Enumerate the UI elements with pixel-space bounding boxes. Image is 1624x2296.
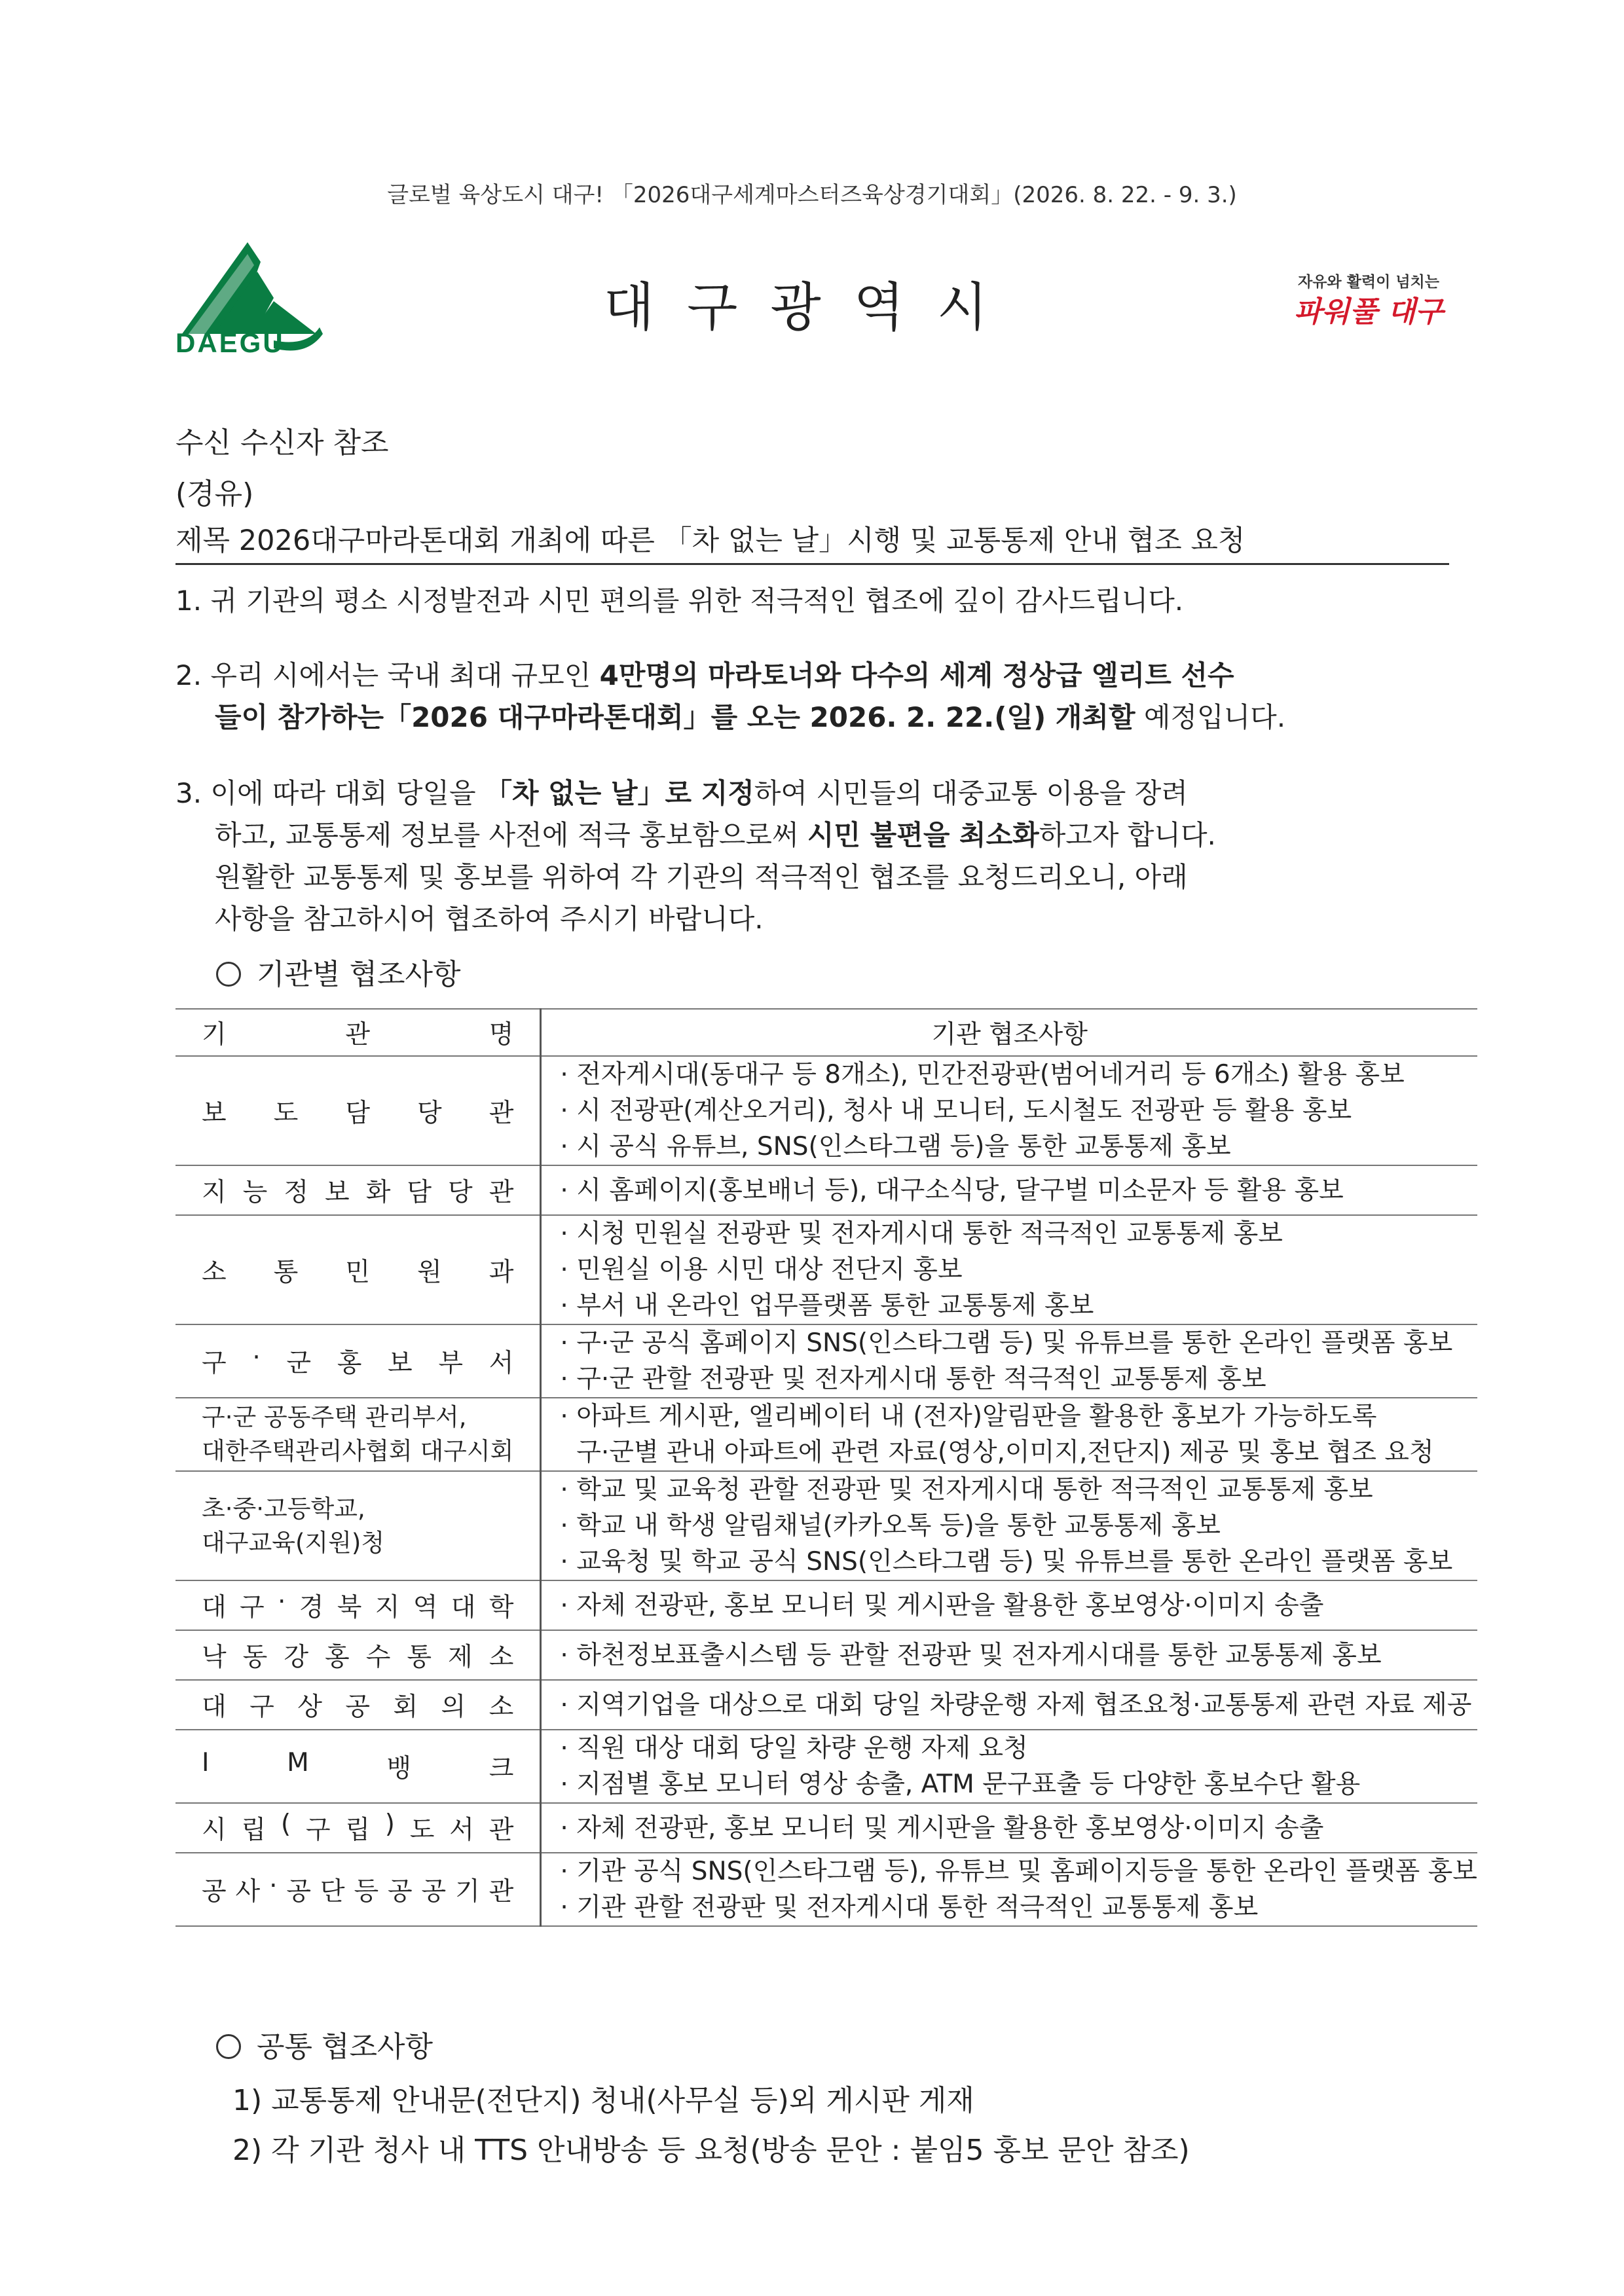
char: 대 <box>202 1593 227 1622</box>
char: 립 <box>241 1815 267 1845</box>
p2-text-e: 예정입니다. <box>1135 701 1286 733</box>
org-cell <box>175 1630 541 1680</box>
coop-item: · 학교 및 교육청 관할 전광판 및 전자게시대 통한 적극적인 교통통제 홍보 <box>560 1475 1373 1504</box>
org-cell <box>175 1803 541 1853</box>
p3-text-a: 3. 이에 따라 대회 당일을 <box>175 777 485 809</box>
org-cell <box>175 1398 541 1471</box>
table-row <box>175 1324 1477 1398</box>
char: 단 <box>320 1877 345 1906</box>
char: 소 <box>202 1257 227 1287</box>
char: 지 <box>375 1593 400 1622</box>
org-cell <box>175 1215 541 1324</box>
char: 민 <box>345 1257 371 1287</box>
coop-cell <box>541 1853 1477 1926</box>
org-name <box>202 1686 513 1723</box>
org-name <box>202 1810 513 1846</box>
table-row <box>175 1730 1477 1803</box>
org-name-line-1: 초·중·고등학교, <box>202 1494 365 1523</box>
p3-text-c: 하여 시민들의 대중교통 이용을 장려 <box>754 777 1188 809</box>
char: 과 <box>489 1257 514 1287</box>
table-row <box>175 1630 1477 1680</box>
char: 담 <box>345 1098 371 1128</box>
char: 서 <box>449 1815 474 1845</box>
p3-bold-b: 「차 없는 날」로 지정 <box>484 777 754 809</box>
char: ) <box>384 1810 396 1839</box>
p2-bold-d: 「2026 대구마라톤대회」를 오는 2026. 2. 22.(일) 개최할 <box>384 701 1135 733</box>
char: 도 <box>273 1098 299 1128</box>
p2-text-a: 2. 우리 시에서는 국내 최대 규모인 <box>175 659 600 691</box>
org-name <box>202 1637 513 1673</box>
char: 구 <box>202 1349 227 1378</box>
char: 통 <box>407 1643 432 1672</box>
char: 통 <box>273 1257 299 1287</box>
table-row <box>175 1215 1477 1324</box>
p3-text-d: 하고, 교통통제 정보를 사전에 적극 홍보함으로써 <box>215 819 807 851</box>
coop-cell <box>541 1680 1477 1730</box>
coop-cell <box>541 1630 1477 1680</box>
coop-item: · 구·군 관할 전광판 및 전자게시대 통한 적극적인 교통통제 홍보 <box>560 1364 1266 1394</box>
paragraph-3-line-3: 원활한 교통통제 및 홍보를 위하여 각 기관의 적극적인 협조를 요청드리오니, 아래 <box>215 861 1188 893</box>
coop-cell <box>541 1471 1477 1580</box>
coop-item: · 아파트 게시판, 엘리베이터 내 (전자)알림판을 활용한 홍보가 가능하도록 <box>560 1402 1377 1431</box>
char: · <box>269 1871 278 1901</box>
char: ( <box>280 1810 291 1839</box>
circle-bullet-icon <box>216 2034 241 2059</box>
coop-item: · 지역기업을 대상으로 대회 당일 차량운행 자제 협조요청·교통통제 관련 자료 제공 <box>560 1690 1472 1720</box>
paragraph-3-line-4: 사항을 참고하시어 협조하여 주시기 바랍니다. <box>215 903 764 935</box>
char: 담 <box>407 1178 432 1207</box>
char: 경 <box>299 1593 324 1622</box>
char: 관 <box>345 1020 371 1049</box>
coop-cell <box>541 1398 1477 1471</box>
char: 서 <box>489 1349 514 1378</box>
subject-line: 제목 2026대구마라톤대회 개최에 따른 「차 없는 날」시행 및 교통통제 안내 협조 요청 <box>175 524 1246 557</box>
org-cell <box>175 1165 541 1215</box>
p2-bold-b: 4만명의 마라토너와 다수의 세계 정상급 엘리트 선수 <box>599 659 1234 691</box>
table-header-org <box>175 1009 541 1056</box>
char: 관 <box>489 1815 514 1845</box>
logo-text: DAEGU <box>175 327 285 358</box>
char: 능 <box>242 1178 268 1207</box>
coop-item: · 자체 전광판, 홍보 모니터 및 게시판을 활용한 홍보영상·이미지 송출 <box>560 1590 1324 1620</box>
char: 보 <box>388 1349 413 1378</box>
table-header-row <box>175 1009 1477 1056</box>
char: 공 <box>286 1877 312 1906</box>
char: 사 <box>235 1877 261 1906</box>
paragraph-2-line-2 <box>215 697 1285 738</box>
char: 소 <box>489 1643 514 1672</box>
section-2-title <box>216 2023 433 2065</box>
org-cell <box>175 1680 541 1730</box>
char: 강 <box>284 1643 309 1672</box>
char: 소 <box>489 1692 514 1722</box>
char: 보 <box>202 1098 227 1128</box>
coop-item: · 시 홈페이지(홍보배너 등), 대구소식당, 달구벌 미소문자 등 활용 홍보 <box>560 1175 1344 1205</box>
table-row <box>175 1580 1477 1630</box>
org-name <box>202 1252 513 1288</box>
header-org-spread <box>202 1014 513 1051</box>
paragraph-1: 1. 귀 기관의 평소 시정발전과 시민 편의를 위한 적극적인 협조에 깊이 감사드립니다. <box>175 585 1184 617</box>
char: 구 <box>249 1692 274 1722</box>
p3-bold-e: 시민 불편을 최소화 <box>807 819 1039 851</box>
char: 공 <box>388 1877 413 1906</box>
char: 구 <box>305 1815 331 1845</box>
char: 관 <box>489 1877 514 1906</box>
table-row <box>175 1680 1477 1730</box>
char: 대 <box>202 1692 227 1722</box>
org-title: 대구광역시 <box>603 277 1021 338</box>
table-body <box>175 1056 1477 1926</box>
char: 학 <box>489 1593 514 1622</box>
char: 관 <box>489 1098 514 1128</box>
recipient-line: 수신 수신자 참조 <box>175 426 389 460</box>
char: 역 <box>413 1593 438 1622</box>
char: 상 <box>297 1692 322 1722</box>
org-name-line-2: 대구교육(지원)청 <box>202 1528 385 1557</box>
common-item-1: 1) 교통통제 안내문(전단지) 청내(사무실 등)외 게시판 게재 <box>232 2084 974 2117</box>
p3-text-f: 하고자 합니다. <box>1039 819 1216 851</box>
char: 도 <box>409 1815 435 1845</box>
coop-item: · 전자게시대(동대구 등 8개소), 민간전광판(범어네거리 등 6개소) 활용 홍보 <box>560 1060 1405 1089</box>
table-row <box>175 1471 1477 1580</box>
coop-item: · 시청 민원실 전광판 및 전자게시대 통한 적극적인 교통통제 홍보 <box>560 1219 1283 1248</box>
common-item-2: 2) 각 기관 청사 내 TTS 안내방송 등 요청(방송 문안 : 붙임5 홍보 문안 참조) <box>232 2134 1190 2167</box>
org-name-line-1: 구·군 공동주택 관리부서, <box>202 1403 467 1431</box>
right-slogan-big: 파워풀 대구 <box>1294 295 1443 329</box>
circle-bullet-icon <box>216 962 241 987</box>
char: 의 <box>441 1692 466 1722</box>
org-name <box>202 1172 513 1209</box>
char: I <box>202 1748 210 1777</box>
subject-rule <box>175 563 1449 565</box>
char: 관 <box>489 1178 514 1207</box>
coop-item: · 부서 내 온라인 업무플랫폼 통한 교통통제 홍보 <box>560 1291 1094 1321</box>
coop-cell <box>541 1056 1477 1165</box>
paragraph-2-line-1 <box>175 655 1234 697</box>
coop-cell <box>541 1730 1477 1803</box>
section-2-title-text: 공통 협조사항 <box>257 2030 434 2064</box>
char: 원 <box>417 1257 442 1287</box>
org-cell <box>175 1580 541 1630</box>
char: 부 <box>438 1349 464 1378</box>
char: 공 <box>202 1877 227 1906</box>
table-row <box>175 1398 1477 1471</box>
org-name <box>202 1343 513 1379</box>
char: 동 <box>242 1643 268 1672</box>
cooperation-table <box>175 1008 1477 1927</box>
coop-cell <box>541 1215 1477 1324</box>
coop-item: · 하천정보표출시스템 등 관할 전광판 및 전자게시대를 통한 교통통제 홍보 <box>560 1640 1382 1670</box>
coop-cell <box>541 1580 1477 1630</box>
section-1-title-text: 기관별 협조사항 <box>257 958 461 991</box>
char: 정 <box>284 1178 309 1207</box>
char: 수 <box>365 1643 391 1672</box>
coop-item: · 직원 대상 대회 당일 차량 운행 자제 요청 <box>560 1734 1028 1763</box>
table-header-coop: 기관 협조사항 <box>541 1009 1477 1056</box>
coop-cell <box>541 1324 1477 1398</box>
coop-item: · 시 공식 유튜브, SNS(인스타그램 등)을 통한 교통통제 홍보 <box>560 1132 1231 1161</box>
char: 등 <box>354 1877 379 1906</box>
org-name <box>202 1587 513 1624</box>
table-row <box>175 1165 1477 1215</box>
char: M <box>287 1748 309 1777</box>
org-cell <box>175 1324 541 1398</box>
char: 군 <box>286 1349 312 1378</box>
org-name-line-2: 대한주택관리사협회 대구시회 <box>202 1437 514 1465</box>
char: 공 <box>421 1877 447 1906</box>
char: 시 <box>202 1815 227 1845</box>
char: 기 <box>455 1877 480 1906</box>
org-cell <box>175 1056 541 1165</box>
coop-cell <box>541 1165 1477 1215</box>
table-row <box>175 1853 1477 1926</box>
org-cell <box>175 1730 541 1803</box>
coop-item: · 교육청 및 학교 공식 SNS(인스타그램 등) 및 유튜브를 통한 온라인 플랫폼 홍보 <box>560 1547 1453 1576</box>
table-row <box>175 1803 1477 1853</box>
char: 지 <box>202 1178 227 1207</box>
header-slogan: 글로벌 육상도시 대구! 「2026대구세계마스터즈육상경기대회」(2026. 8. 22. - 9. 3.) <box>387 182 1237 208</box>
paragraph-3-line-1 <box>175 773 1188 814</box>
char: · <box>278 1587 286 1616</box>
char: 대 <box>451 1593 476 1622</box>
coop-cell <box>541 1803 1477 1853</box>
char: 공 <box>345 1692 371 1722</box>
coop-item: 구·군별 관내 아파트에 관련 자료(영상,이미지,전단지) 제공 및 홍보 협조 요청 <box>560 1438 1434 1467</box>
coop-item: · 기관 관할 전광판 및 전자게시대 통한 적극적인 교통통제 홍보 <box>560 1893 1259 1922</box>
char: · <box>252 1343 261 1372</box>
coop-item: · 지점별 홍보 모니터 영상 송출, ATM 문구표출 등 다양한 홍보수단 활용 <box>560 1770 1361 1799</box>
char: 화 <box>365 1178 391 1207</box>
char: 회 <box>393 1692 418 1722</box>
char: 립 <box>345 1815 371 1845</box>
org-name <box>202 1748 513 1785</box>
org-cell <box>175 1853 541 1926</box>
char: 홍 <box>337 1349 362 1378</box>
table-row <box>175 1056 1477 1165</box>
org-cell <box>175 1471 541 1580</box>
section-1-title <box>216 951 461 993</box>
coop-item: · 학교 내 학생 알림채널(카카오톡 등)을 통한 교통통제 홍보 <box>560 1511 1221 1540</box>
coop-item: · 시 전광판(계산오거리), 청사 내 모니터, 도시철도 전광판 등 활용 홍보 <box>560 1096 1352 1125</box>
coop-item: · 기관 공식 SNS(인스타그램 등), 유튜브 및 홈페이지등을 통한 온라인 플랫폼 홍보 <box>560 1857 1477 1886</box>
char: 제 <box>448 1643 473 1672</box>
via-line: (경유) <box>175 477 254 511</box>
p2-bold-c: 들이 참가하는 <box>215 701 384 733</box>
char: 북 <box>337 1593 362 1622</box>
org-name <box>202 1093 513 1129</box>
char: 뱅 <box>386 1754 412 1783</box>
char: 구 <box>240 1593 265 1622</box>
right-slogan-small: 자유와 활력이 넘치는 <box>1298 274 1439 291</box>
char: 기 <box>202 1020 227 1049</box>
org-name <box>202 1871 513 1908</box>
char: 낙 <box>202 1643 227 1672</box>
char: 크 <box>489 1754 514 1783</box>
char: 보 <box>325 1178 350 1207</box>
coop-item: · 구·군 공식 홈페이지 SNS(인스타그램 등) 및 유튜브를 통한 온라인 플랫폼 홍보 <box>560 1328 1453 1358</box>
paragraph-3-line-2 <box>215 814 1216 856</box>
char: 당 <box>417 1098 442 1128</box>
char: 당 <box>448 1178 473 1207</box>
coop-item: · 자체 전광판, 홍보 모니터 및 게시판을 활용한 홍보영상·이미지 송출 <box>560 1813 1324 1843</box>
coop-item: · 민원실 이용 시민 대상 전단지 홍보 <box>560 1255 963 1285</box>
char: 홍 <box>325 1643 350 1672</box>
char: 명 <box>489 1020 514 1049</box>
